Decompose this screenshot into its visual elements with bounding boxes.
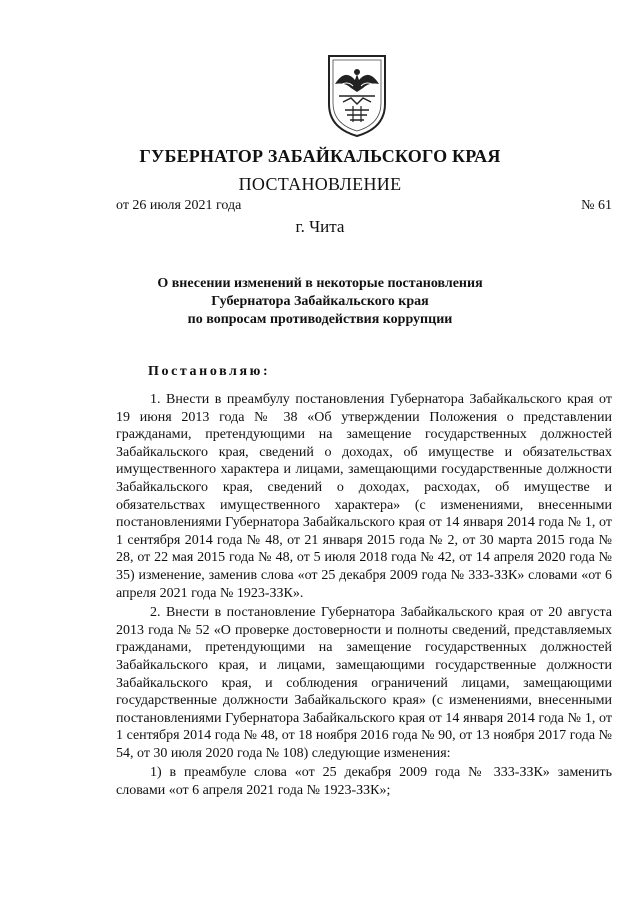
document-number: № 61 (581, 198, 612, 213)
document-city: г. Чита (295, 217, 345, 236)
zabaykalsky-krai-coat-of-arms-icon (325, 54, 389, 138)
document-type: ПОСТАНОВЛЕНИЕ (238, 174, 402, 194)
paragraph: 2. Внести в постановление Губернатора Забайкальского края от 20 августа 2013 года № 52 «О проверке достоверности и полноты сведений, представляемых гражданами, претендующими на замещение государственных должностей Забайкальского края, и лицами, замещающими государственные должности Забайкальского края, и соблюдения ограничений лицами, замещающими государственные должности Забайкальского края» (с изменениями, внесенными постановлениями Губернатора Забайкальского края от 14 января 2014 года № 1, от 1 сентября 2014 года № 48, от 18 ноября 2016 года № 90, от 13 ноября 2017 года № 54, от 30 июля 2020 года № 108) следующие изменения: (116, 605, 612, 761)
document-body (116, 391, 612, 802)
heading-line: Губернатора Забайкальского края (211, 294, 429, 309)
document-date: от 26 июля 2021 года (116, 198, 242, 213)
paragraph: 1) в преамбуле слова «от 25 декабря 2009 года № 333-ЗЗК» заменить словами «от 6 апреля 2021 года № 1923-ЗЗК»; (116, 765, 612, 799)
document-heading (0, 275, 640, 329)
decree-word: Постановляю: (148, 364, 271, 379)
issuing-authority: ГУБЕРНАТОР ЗАБАЙКАЛЬСКОГО КРАЯ (139, 146, 501, 166)
paragraph: 1. Внести в преамбулу постановления Губернатора Забайкальского края от 19 июня 2013 года № 38 «Об утверждении Положения о представлении гражданами, претендующими на замещение государственных должностей Забайкальского края, сведений о доходах, об имуществе и обязательствах имущественного характера и лицами, замещающими государственные должности Забайкальского края, сведений о доходах, расходах, об имуществе и обязательствах имущественного характера» (с изменениями, внесенными постановлениями Губернатора Забайкальского края от 14 января 2014 года № 1, от 1 сентября 2014 года № 48, от 21 января 2015 года № 2, от 30 марта 2015 года № 28, от 22 мая 2015 года № 48, от 5 июля 2018 года № 42, от 14 апреля 2020 года № 35) изменение, заменив слова «от 25 декабря 2009 года № 333-ЗЗК» словами «от 6 апреля 2021 года № 1923-ЗЗК». (116, 392, 612, 601)
heading-line: О внесении изменений в некоторые постановления (157, 276, 483, 291)
heading-line: по вопросам противодействия коррупции (187, 312, 453, 327)
